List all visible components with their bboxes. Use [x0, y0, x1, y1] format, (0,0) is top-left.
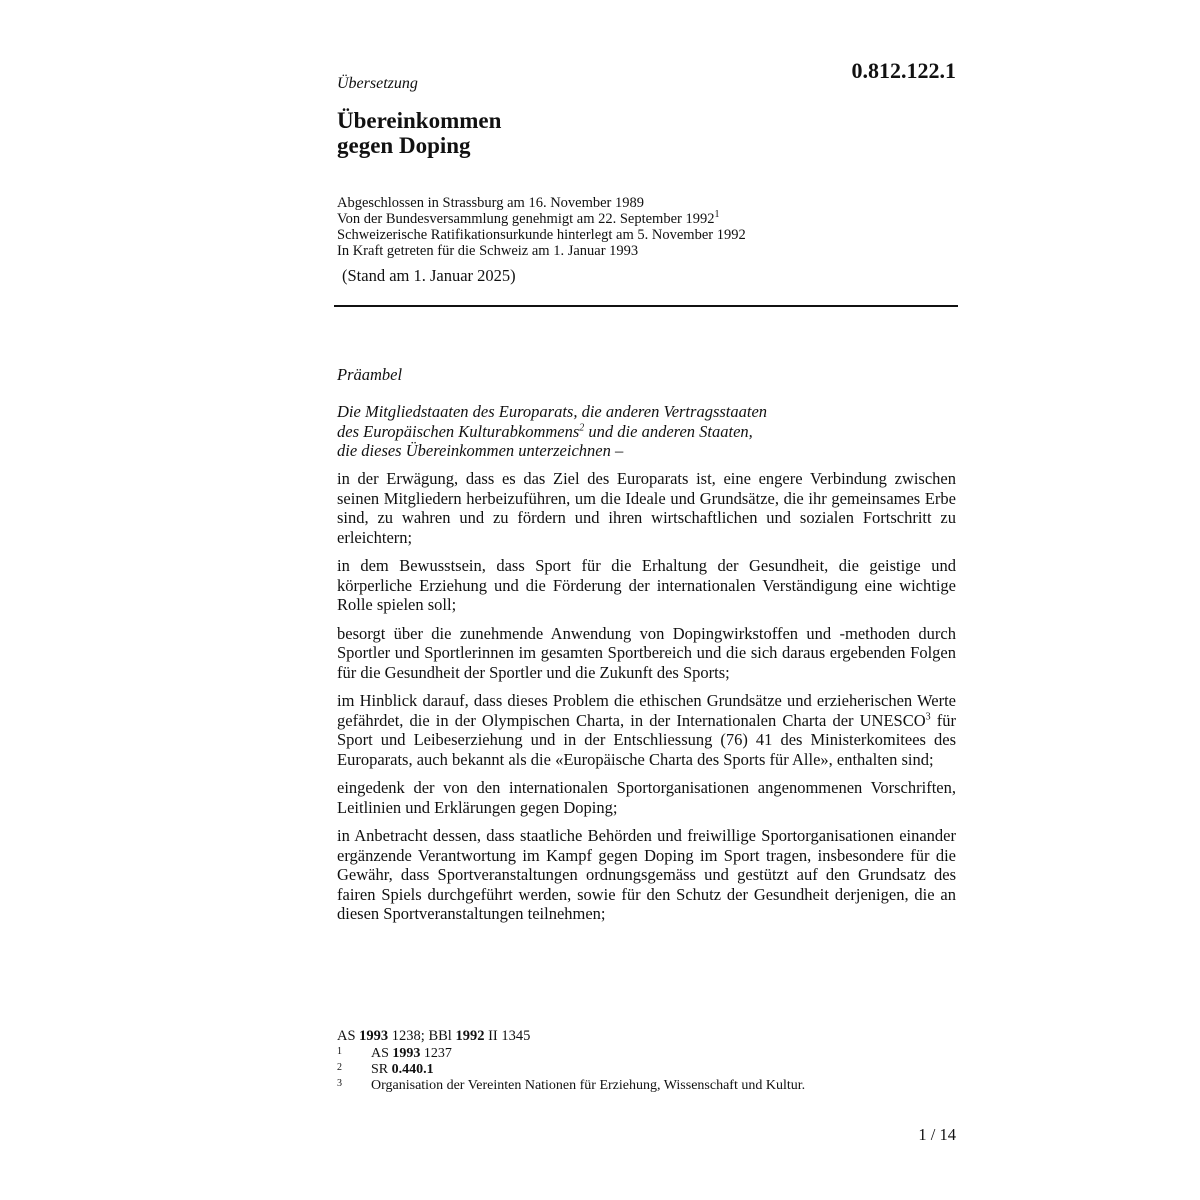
- parties-line-3: die dieses Übereinkommen unterzeichnen –: [337, 441, 624, 460]
- footnote-1: [337, 1046, 805, 1062]
- footnote-ref-2[interactable]: 2: [579, 422, 585, 433]
- preamble-paragraph-3: besorgt über die zunehmende Anwendung von Dopingwirkstoffen und -methoden durch Sportler und Sportlerinnen im gesamten Sportbereich und die sich daraus ergebenden Folgen für die Gesundheit der Sportler und die Zukunft des Sports;: [337, 623, 956, 682]
- preamble-paragraph-2: in dem Bewusstsein, dass Sport für die Erhaltung der Gesundheit, die geistige und körperliche Erziehung und die Förderung der internationalen Verständigung eine wichtige Rolle spielen soll;: [337, 556, 956, 614]
- footnote-text: AS 1993 1237: [371, 1046, 452, 1061]
- footnote-number: 1: [337, 1046, 342, 1057]
- meta-ratified: Schweizerische Ratifikationsurkunde hinterlegt am 5. November 1992: [337, 227, 746, 243]
- source-reference: AS 1993 1238; BBl 1992 II 1345: [337, 1028, 531, 1044]
- footnote-2: [337, 1062, 805, 1078]
- footnote-ref-1[interactable]: 1: [714, 209, 720, 221]
- footnote-ref-3[interactable]: 3: [925, 711, 931, 722]
- footnote-number: 3: [337, 1078, 342, 1089]
- footnote-3: [337, 1078, 805, 1094]
- document-metadata: [337, 195, 746, 259]
- footnote-text: Organisation der Vereinten Nationen für Erziehung, Wissenschaft und Kultur.: [371, 1078, 806, 1093]
- meta-approved: Von der Bundesversammlung genehmigt am 22. September 1992$^1$: [337, 209, 720, 227]
- preamble-paragraph-6: in Anbetracht dessen, dass staatliche Behörden und freiwillige Sportorganisationen einander ergänzende Verantwortung im Kampf gegen Doping im Sport tragen, insbesondere für die Gewähr, dass Sportveranstaltungen ordnungsgemäss und gestützt auf den Grundsatz des fairen Spiels durchgeführt werden, sowie für den Schutz der Gesundheit derjenigen, die an diesen Sportveranstaltungen teilnehmen;: [337, 826, 956, 923]
- preamble-paragraph-1: in der Erwägung, dass es das Ziel des Europarats ist, eine engere Verbindung zwischen seinen Mitgliedern herbeizuführen, um die Ideale und Grundsätze, die ihr gemeinsames Erbe sind, zu wahren und zu fördern und ihren wirtschaftlichen und sozialen Fortschritt zu erleichtern;: [337, 469, 956, 547]
- header-divider: [334, 305, 958, 307]
- translation-label: Übersetzung: [337, 75, 418, 92]
- sr-number: 0.812.122.1: [851, 58, 956, 83]
- meta-in-force: In Kraft getreten für die Schweiz am 1. Januar 1993: [337, 243, 639, 259]
- preamble-heading: Präambel: [337, 365, 403, 384]
- meta-concluded: Abgeschlossen in Strassburg am 16. November 1989: [337, 195, 645, 211]
- document-title: [337, 108, 501, 158]
- status-date: (Stand am 1. Januar 2025): [342, 266, 516, 285]
- footnote-number: 2: [337, 1062, 342, 1073]
- preamble-parties: [337, 402, 837, 461]
- title-line-2: gegen Doping: [337, 133, 471, 158]
- parties-line-1: Die Mitgliedstaaten des Europarats, die anderen Vertragsstaaten: [337, 402, 768, 421]
- page-number: 1 / 14: [918, 1125, 956, 1144]
- footnotes: [337, 1046, 805, 1094]
- preamble-paragraph-5: eingedenk der von den internationalen Sportorganisationen angenommenen Vorschriften, Leitlinien und Erklärungen gegen Doping;: [337, 778, 956, 817]
- preamble-body: [337, 469, 956, 933]
- title-line-1: Übereinkommen: [337, 108, 502, 133]
- preamble-paragraph-4: im Hinblick darauf, dass dieses Problem die ethischen Grundsätze und erzieherischen Werte gefährdet, die in der Olympischen Charta, in der Internationalen Charta der UNESCO$^3$ für Sport und Leibeserziehung und in der Entschliessung (76) 41 des Ministerkomitees des Europarats, auch bekannt als die «Europäische Charta des Sports für Alle», enthalten sind;: [337, 691, 956, 769]
- footnote-text: SR 0.440.1: [371, 1062, 434, 1077]
- parties-line-2: des Europäischen Kulturabkommens$^2$ und die anderen Staaten,: [337, 421, 753, 441]
